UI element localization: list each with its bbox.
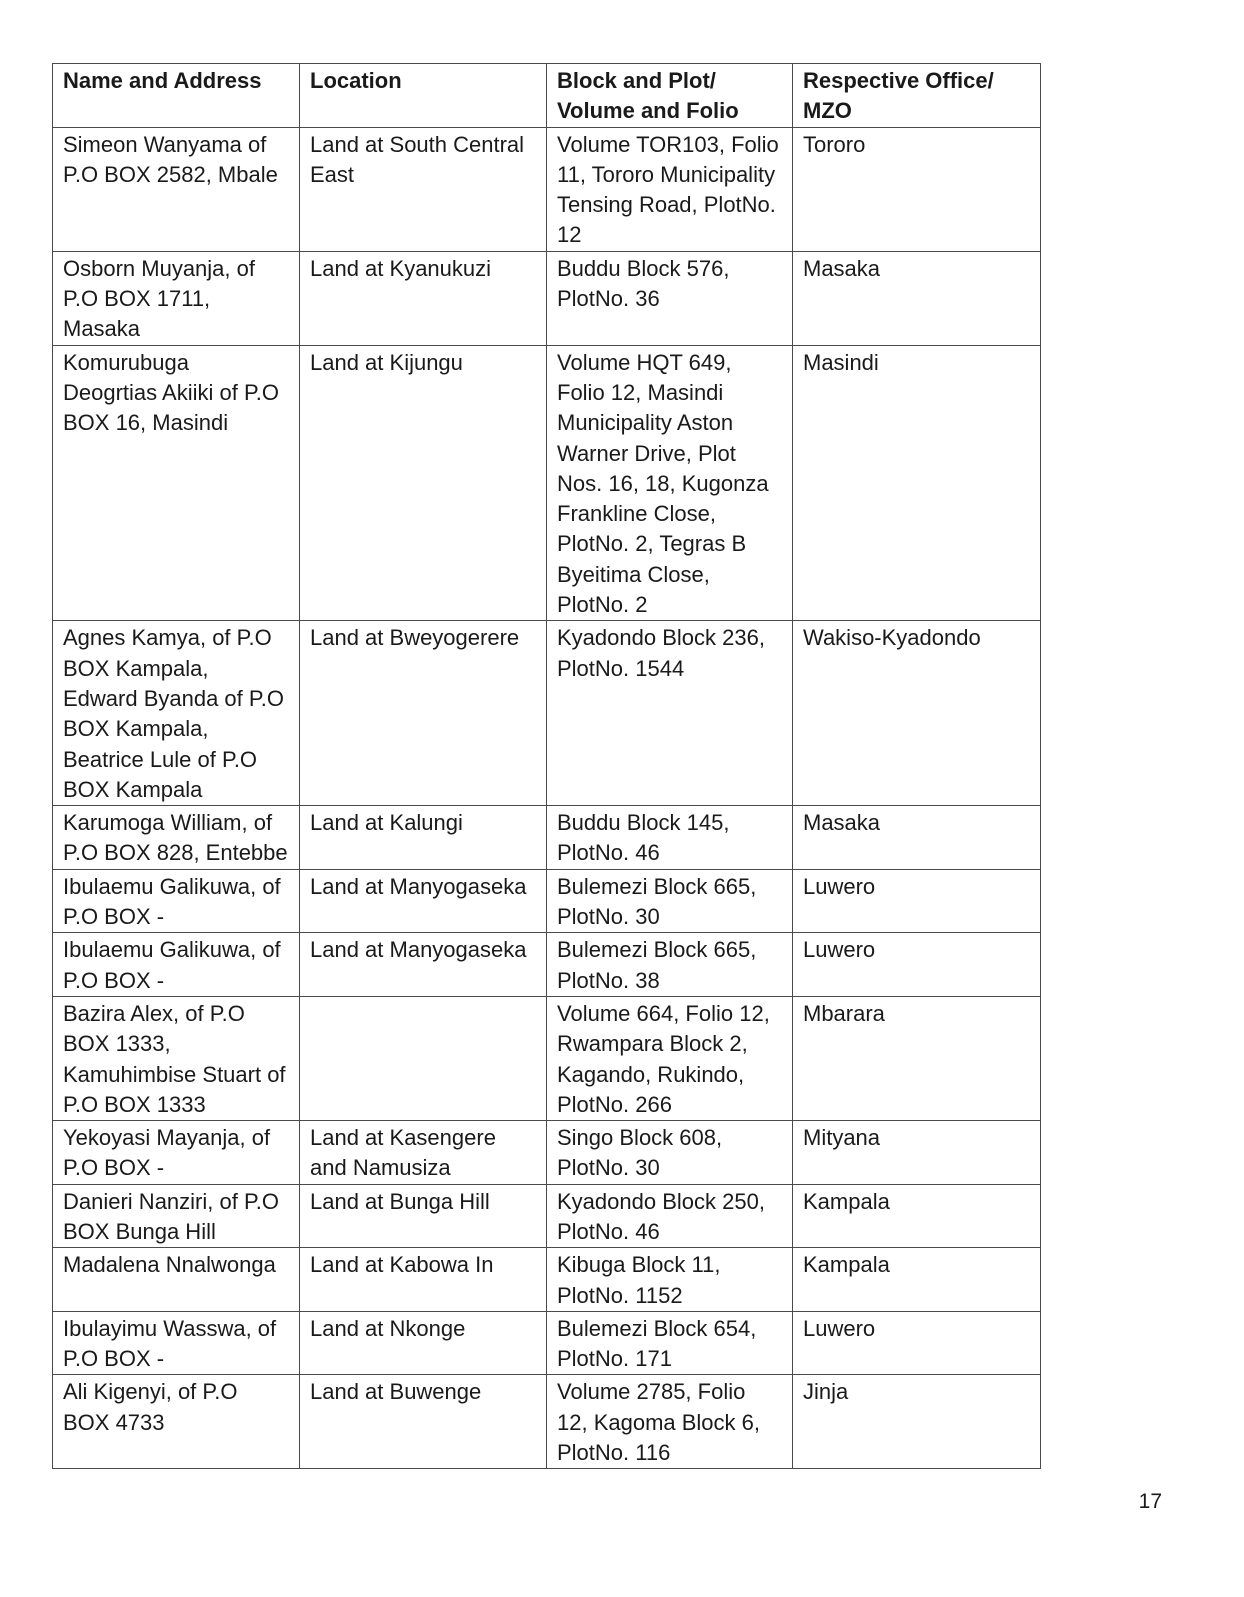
table-row (53, 1311, 1041, 1375)
cell-block-and-plot: Kyadondo Block 236, PlotNo. 1544 (547, 621, 793, 806)
table-row (53, 996, 1041, 1120)
cell-location: Land at Buwenge (300, 1375, 547, 1469)
table-row (53, 621, 1041, 806)
cell-name-and-address: Komurubuga Deogrtias Akiiki of P.O BOX 16, Masindi (53, 345, 300, 621)
cell-block-and-plot: Volume 664, Folio 12, Rwampara Block 2, Kagando, Rukindo, PlotNo. 266 (547, 996, 793, 1120)
cell-office: Jinja (793, 1375, 1041, 1469)
cell-location: Land at Kijungu (300, 345, 547, 621)
table-row (53, 251, 1041, 345)
cell-location: Land at South Central East (300, 127, 547, 251)
cell-block-and-plot: Kyadondo Block 250, PlotNo. 46 (547, 1184, 793, 1248)
cell-location: Land at Nkonge (300, 1311, 547, 1375)
header-name-and-address: Name and Address (53, 64, 300, 128)
header-block-and-plot: Block and Plot/ Volume and Folio (547, 64, 793, 128)
cell-block-and-plot: Bulemezi Block 665, PlotNo. 38 (547, 933, 793, 997)
cell-name-and-address: Madalena Nnalwonga (53, 1248, 300, 1312)
cell-name-and-address: Danieri Nanziri, of P.O BOX Bunga Hill (53, 1184, 300, 1248)
table-row (53, 345, 1041, 621)
table-body (53, 127, 1041, 1469)
page-number: 17 (1138, 1490, 1162, 1513)
cell-block-and-plot: Bulemezi Block 665, PlotNo. 30 (547, 869, 793, 933)
cell-block-and-plot: Volume TOR103, Folio 11, Tororo Municipality Tensing Road, PlotNo. 12 (547, 127, 793, 251)
cell-location: Land at Manyogaseka (300, 933, 547, 997)
header-row (53, 64, 1041, 128)
cell-name-and-address: Yekoyasi Mayanja, of P.O BOX - (53, 1121, 300, 1185)
cell-office: Luwero (793, 869, 1041, 933)
cell-block-and-plot: Volume HQT 649, Folio 12, Masindi Municipality Aston Warner Drive, Plot Nos. 16, 18, Kugonza Frankline Close, PlotNo. 2, Tegras B Byeitima Close, PlotNo. 2 (547, 345, 793, 621)
cell-office: Tororo (793, 127, 1041, 251)
cell-block-and-plot: Volume 2785, Folio 12, Kagoma Block 6, PlotNo. 116 (547, 1375, 793, 1469)
table-row (53, 1121, 1041, 1185)
cell-office: Masindi (793, 345, 1041, 621)
table-row (53, 869, 1041, 933)
cell-location: Land at Kasengere and Namusiza (300, 1121, 547, 1185)
cell-office: Kampala (793, 1184, 1041, 1248)
cell-office: Masaka (793, 806, 1041, 870)
table-header (53, 64, 1041, 128)
cell-location: Land at Kalungi (300, 806, 547, 870)
cell-name-and-address: Karumoga William, of P.O BOX 828, Entebbe (53, 806, 300, 870)
cell-block-and-plot: Singo Block 608, PlotNo. 30 (547, 1121, 793, 1185)
header-location: Location (300, 64, 547, 128)
cell-office: Kampala (793, 1248, 1041, 1312)
land-register-table (52, 63, 1041, 1469)
cell-office: Mbarara (793, 996, 1041, 1120)
cell-location: Land at Bunga Hill (300, 1184, 547, 1248)
cell-block-and-plot: Buddu Block 576, PlotNo. 36 (547, 251, 793, 345)
table-row (53, 806, 1041, 870)
cell-location: Land at Bweyogerere (300, 621, 547, 806)
cell-name-and-address: Osborn Muyanja, of P.O BOX 1711, Masaka (53, 251, 300, 345)
cell-location (300, 996, 547, 1120)
cell-name-and-address: Ibulaemu Galikuwa, of P.O BOX - (53, 869, 300, 933)
cell-office: Mityana (793, 1121, 1041, 1185)
cell-name-and-address: Ali Kigenyi, of P.O BOX 4733 (53, 1375, 300, 1469)
cell-location: Land at Kabowa In (300, 1248, 547, 1312)
cell-name-and-address: Bazira Alex, of P.O BOX 1333, Kamuhimbise Stuart of P.O BOX 1333 (53, 996, 300, 1120)
cell-location: Land at Manyogaseka (300, 869, 547, 933)
cell-office: Wakiso-Kyadondo (793, 621, 1041, 806)
table-row (53, 1184, 1041, 1248)
cell-block-and-plot: Buddu Block 145, PlotNo. 46 (547, 806, 793, 870)
cell-location: Land at Kyanukuzi (300, 251, 547, 345)
cell-office: Luwero (793, 1311, 1041, 1375)
header-respective-office: Respective Office/ MZO (793, 64, 1041, 128)
cell-name-and-address: Ibulayimu Wasswa, of P.O BOX - (53, 1311, 300, 1375)
cell-office: Luwero (793, 933, 1041, 997)
cell-block-and-plot: Kibuga Block 11, PlotNo. 1152 (547, 1248, 793, 1312)
table-row (53, 1375, 1041, 1469)
cell-block-and-plot: Bulemezi Block 654, PlotNo. 171 (547, 1311, 793, 1375)
table-row (53, 127, 1041, 251)
cell-name-and-address: Agnes Kamya, of P.O BOX Kampala, Edward Byanda of P.O BOX Kampala, Beatrice Lule of P.O BOX Kampala (53, 621, 300, 806)
table-row (53, 1248, 1041, 1312)
table-row (53, 933, 1041, 997)
cell-name-and-address: Ibulaemu Galikuwa, of P.O BOX - (53, 933, 300, 997)
cell-office: Masaka (793, 251, 1041, 345)
cell-name-and-address: Simeon Wanyama of P.O BOX 2582, Mbale (53, 127, 300, 251)
